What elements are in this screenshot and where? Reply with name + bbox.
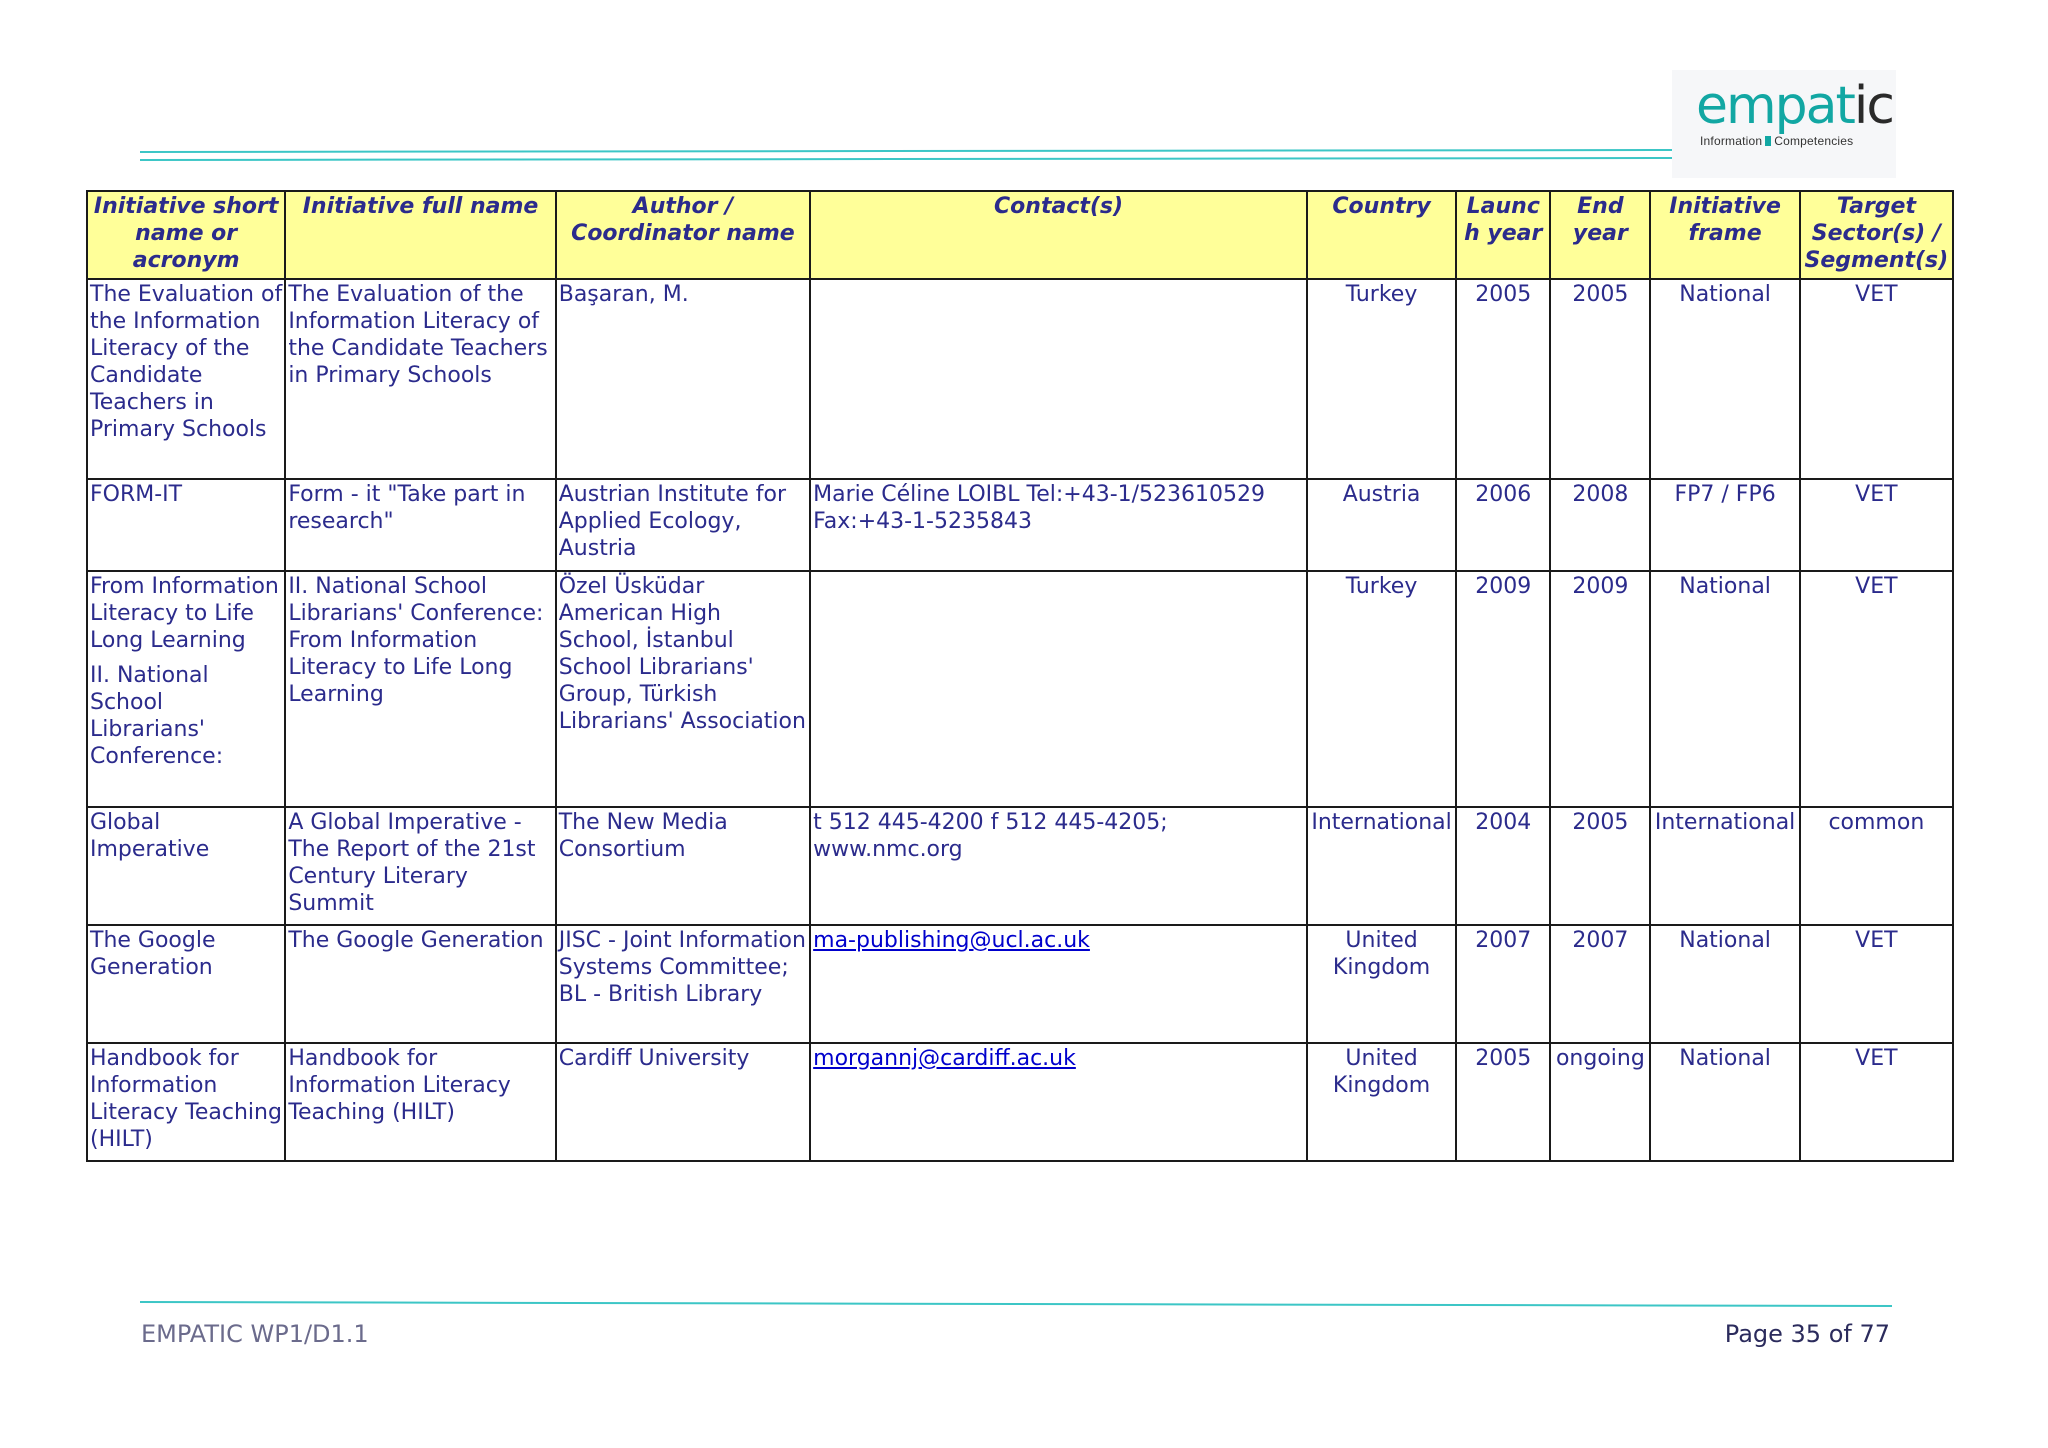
page-number: Page 35 of 77 bbox=[1724, 1320, 1890, 1348]
cell-full-name: II. National School Librarians' Conference: From Information Literacy to Life Long Learning bbox=[285, 571, 555, 807]
table-row bbox=[87, 571, 1953, 807]
cell-full-name: A Global Imperative - The Report of the 21st Century Literary Summit bbox=[285, 807, 555, 925]
footer-rule bbox=[140, 1300, 1892, 1308]
cell-author: Başaran, M. bbox=[556, 279, 810, 479]
cell-frame: National bbox=[1650, 925, 1799, 1043]
cell-short-name: FORM-IT bbox=[87, 479, 285, 571]
cell-end-year: 2008 bbox=[1550, 479, 1650, 571]
cell-end-year: 2009 bbox=[1550, 571, 1650, 807]
logo-wordmark: empatic bbox=[1696, 76, 1893, 136]
cell-target: common bbox=[1800, 807, 1953, 925]
cell-short-name: Handbook for Information Literacy Teaching (HILT) bbox=[87, 1043, 285, 1161]
cell-country: Turkey bbox=[1307, 279, 1456, 479]
cell-full-name: Handbook for Information Literacy Teaching (HILT) bbox=[285, 1043, 555, 1161]
cell-frame: National bbox=[1650, 571, 1799, 807]
contact-email-link[interactable]: morgannj@cardiff.ac.uk bbox=[813, 1046, 1076, 1071]
cell-country: United Kingdom bbox=[1307, 1043, 1456, 1161]
cell-end-year: 2007 bbox=[1550, 925, 1650, 1043]
cell-country: International bbox=[1307, 807, 1456, 925]
cell-end-year: 2005 bbox=[1550, 279, 1650, 479]
cell-launch-year: 2005 bbox=[1456, 279, 1550, 479]
cell-end-year: 2005 bbox=[1550, 807, 1650, 925]
cell-full-name: Form - it "Take part in research" bbox=[285, 479, 555, 571]
cell-target: VET bbox=[1800, 479, 1953, 571]
empatic-logo bbox=[1672, 70, 1896, 178]
cell-frame: National bbox=[1650, 1043, 1799, 1161]
col-header-end-year: End year bbox=[1550, 191, 1650, 279]
table-header-row bbox=[87, 191, 1953, 279]
cell-contact: t 512 445-4200 f 512 445-4205; www.nmc.org bbox=[810, 807, 1307, 925]
cell-short-name: The Evaluation of the Information Literacy of the Candidate Teachers in Primary Schools bbox=[87, 279, 285, 479]
cell-country: United Kingdom bbox=[1307, 925, 1456, 1043]
cell-author: Özel Üsküdar American High School, İstanbul School Librarians' Group, Türkish Librarians' Association bbox=[556, 571, 810, 807]
cell-target: VET bbox=[1800, 571, 1953, 807]
cell-contact: Marie Céline LOIBL Tel:+43-1/523610529 Fax:+43-1-5235843 bbox=[810, 479, 1307, 571]
cell-full-name: The Google Generation bbox=[285, 925, 555, 1043]
cell-launch-year: 2006 bbox=[1456, 479, 1550, 571]
cell-author: Cardiff University bbox=[556, 1043, 810, 1161]
table-row bbox=[87, 479, 1953, 571]
cell-short-name: Global Imperative bbox=[87, 807, 285, 925]
table-row bbox=[87, 925, 1953, 1043]
cell-end-year: ongoing bbox=[1550, 1043, 1650, 1161]
cell-frame: International bbox=[1650, 807, 1799, 925]
logo-tagline: Information Competencies bbox=[1700, 134, 1854, 148]
cell-contact bbox=[810, 1043, 1307, 1161]
cell-contact bbox=[810, 571, 1307, 807]
cell-target: VET bbox=[1800, 279, 1953, 479]
table-row bbox=[87, 279, 1953, 479]
cell-country: Turkey bbox=[1307, 571, 1456, 807]
cell-short-name bbox=[87, 571, 285, 807]
cell-contact bbox=[810, 279, 1307, 479]
cell-author: JISC - Joint Information Systems Committee; BL - British Library bbox=[556, 925, 810, 1043]
col-header-short-name: Initiative short name or acronym bbox=[87, 191, 285, 279]
cell-author: Austrian Institute for Applied Ecology, Austria bbox=[556, 479, 810, 571]
col-header-frame: Initiative frame bbox=[1650, 191, 1799, 279]
cell-frame: National bbox=[1650, 279, 1799, 479]
col-header-target: Target Sector(s) / Segment(s) bbox=[1800, 191, 1953, 279]
initiatives-table bbox=[86, 190, 1954, 1162]
cell-short-name-line1: From Information Literacy to Life Long Learning bbox=[90, 574, 279, 653]
cell-author: The New Media Consortium bbox=[556, 807, 810, 925]
col-header-full-name: Initiative full name bbox=[285, 191, 555, 279]
cell-target: VET bbox=[1800, 1043, 1953, 1161]
cell-launch-year: 2005 bbox=[1456, 1043, 1550, 1161]
cell-launch-year: 2004 bbox=[1456, 807, 1550, 925]
col-header-country: Country bbox=[1307, 191, 1456, 279]
cell-target: VET bbox=[1800, 925, 1953, 1043]
col-header-launch-year: Launch year bbox=[1456, 191, 1550, 279]
cell-launch-year: 2007 bbox=[1456, 925, 1550, 1043]
cell-contact bbox=[810, 925, 1307, 1043]
table-row bbox=[87, 807, 1953, 925]
col-header-author: Author / Coordinator name bbox=[556, 191, 810, 279]
table-row bbox=[87, 1043, 1953, 1161]
cell-launch-year: 2009 bbox=[1456, 571, 1550, 807]
col-header-contacts: Contact(s) bbox=[810, 191, 1307, 279]
cell-short-name: The Google Generation bbox=[87, 925, 285, 1043]
cell-frame: FP7 / FP6 bbox=[1650, 479, 1799, 571]
cell-full-name: The Evaluation of the Information Literacy of the Candidate Teachers in Primary Schools bbox=[285, 279, 555, 479]
document-id: EMPATIC WP1/D1.1 bbox=[141, 1320, 369, 1348]
cell-short-name-line2: II. National School Librarians' Conference: bbox=[90, 663, 224, 769]
header-rule bbox=[140, 148, 1680, 164]
contact-email-link[interactable]: ma-publishing@ucl.ac.uk bbox=[813, 928, 1090, 953]
cell-country: Austria bbox=[1307, 479, 1456, 571]
